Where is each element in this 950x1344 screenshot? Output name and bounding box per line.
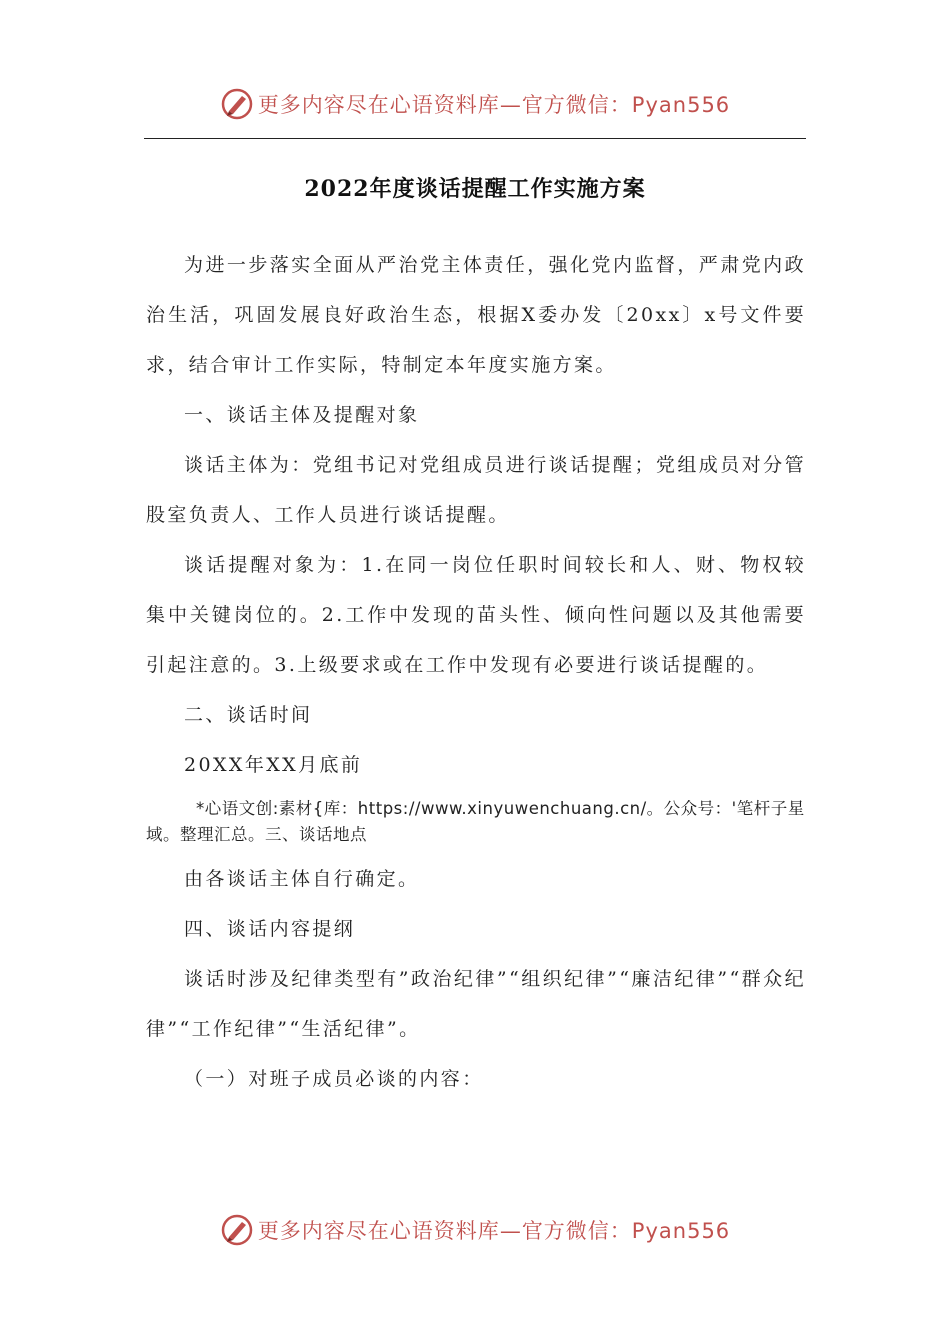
paragraph-targets: 谈话提醒对象为：1.在同一岗位任职时间较长和人、财、物权较集中关键岗位的。2.工作中发现的苗头性、倾向性问题以及其他需要引起注意的。3.上级要求或在工作中发现有必要进行谈话提醒的。 <box>146 554 806 676</box>
header-banner-text: 更多内容尽在心语资料库—官方微信：Pyan556 <box>257 93 731 117</box>
subsection-heading-1: （一）对班子成员必谈的内容： <box>184 1068 484 1090</box>
pen-logo-icon <box>220 1213 254 1247</box>
paragraph-location: 由各谈话主体自行确定。 <box>184 868 420 890</box>
header-divider <box>144 138 806 139</box>
document-body <box>146 240 806 1104</box>
section-heading-1: 一、谈话主体及提醒对象 <box>184 404 420 426</box>
section-heading-2: 二、谈话时间 <box>184 704 313 726</box>
paragraph-subjects: 谈话主体为：党组书记对党组成员进行谈话提醒；党组成员对分管股室负责人、工作人员进行谈话提醒。 <box>146 454 806 526</box>
document-title: 2022年度谈话提醒工作实施方案 <box>304 176 646 202</box>
footer-banner-text: 更多内容尽在心语资料库—官方微信：Pyan556 <box>257 1219 731 1243</box>
pen-logo-icon <box>220 87 254 121</box>
footer-banner <box>0 1210 950 1250</box>
source-note: *心语文创:素材{库：https://www.xinyuwenchuang.cn/。公众号：'笔杆子星域。整理汇总。三、谈话地点 <box>146 799 805 844</box>
section-heading-4: 四、谈话内容提纲 <box>184 918 356 940</box>
header-banner <box>0 84 950 124</box>
paragraph-time: 20XX年XX月底前 <box>184 754 363 776</box>
paragraph-intro: 为进一步落实全面从严治党主体责任，强化党内监督，严肃党内政治生活，巩固发展良好政治生态，根据X委办发〔20xx〕x号文件要求，结合审计工作实际，特制定本年度实施方案。 <box>146 254 806 376</box>
paragraph-discipline: 谈话时涉及纪律类型有”政治纪律”“组织纪律”“廉洁纪律”“群众纪律”“工作纪律”“生活纪律”。 <box>146 968 806 1040</box>
